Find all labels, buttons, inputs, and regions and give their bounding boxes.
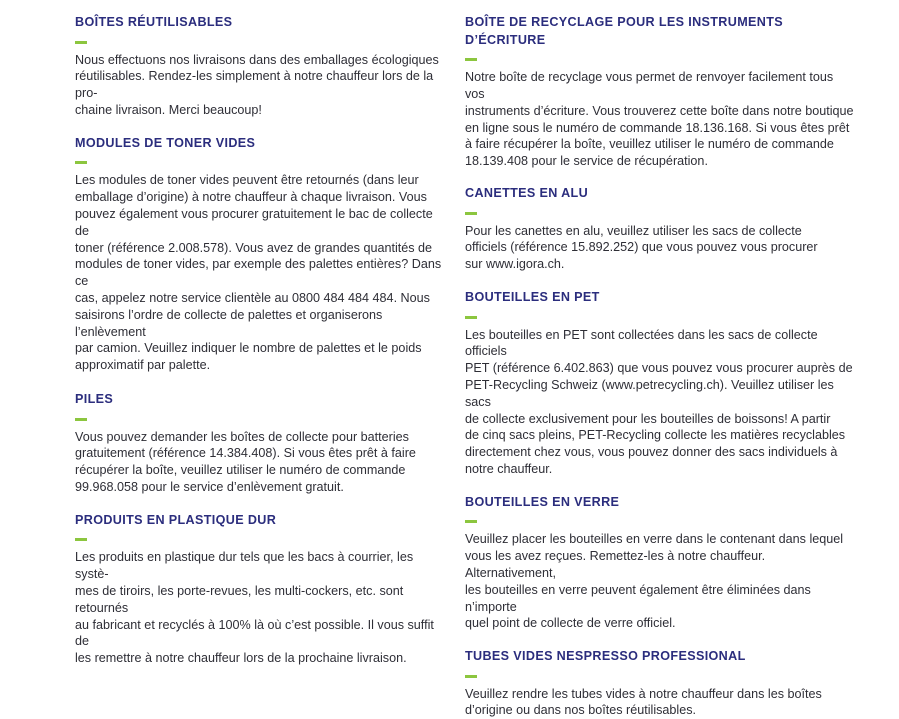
section-aluminium-cans bbox=[465, 185, 855, 273]
section-writing-instruments bbox=[465, 14, 855, 170]
section-text: Les bouteilles en PET sont collectées dans les sacs de collecte officiels PET (référence 6.402.863) que vous pouvez vous procurer auprès de PET-Recycling Schweiz (www.petrecycling.ch). Veuillez utiliser les sacs de collecte exclusivement pour les bouteilles de boissons! A partir de cinq sacs pleins, PET-Recycling collecte les matières recyclables directement chez vous, vous pouvez donner des sacs individuels à notre chauffeur. bbox=[465, 327, 853, 476]
section-heading: BOÎTES RÉUTILISABLES bbox=[75, 15, 233, 29]
right-column bbox=[465, 14, 855, 719]
accent-line bbox=[465, 212, 477, 215]
section-text: Nous effectuons nos livraisons dans des emballages écologiques réutilisables. Rendez-les simplement à notre chauffeur lors de la pro- chaine livraison. Merci beaucoup! bbox=[75, 52, 439, 117]
section-glass-bottles bbox=[465, 494, 855, 632]
section-reusable-boxes bbox=[75, 14, 447, 119]
accent-line bbox=[75, 41, 87, 44]
section-text: Vous pouvez demander les boîtes de collecte pour batteries gratuitement (référence 14.384.408). Si vous êtes prêt à faire récupérer la boîte, veuillez utiliser le numéro de commande 99.968.058 pour le service d’enlèvement gratuit. bbox=[75, 429, 416, 494]
accent-line bbox=[75, 538, 87, 541]
section-pet-bottles bbox=[465, 289, 855, 478]
section-hard-plastic bbox=[75, 512, 447, 667]
accent-line bbox=[75, 161, 87, 164]
accent-line bbox=[465, 316, 477, 319]
section-toner-modules bbox=[75, 135, 447, 374]
section-heading: BOÎTE DE RECYCLAGE POUR LES INSTRUMENTS D’ÉCRITURE bbox=[465, 15, 784, 47]
section-heading: BOUTEILLES EN VERRE bbox=[465, 494, 620, 509]
section-heading: MODULES DE TONER VIDES bbox=[75, 135, 256, 150]
section-heading: CANETTES EN ALU bbox=[465, 185, 589, 200]
section-text: Pour les canettes en alu, veuillez utiliser les sacs de collecte officiels (référence 15.892.252) que vous pouvez vous procurer sur www.igora.ch. bbox=[465, 223, 818, 272]
section-batteries bbox=[75, 391, 447, 496]
section-text: Les produits en plastique dur tels que les bacs à courrier, les systè- mes de tiroirs, les porte-revues, les multi-cockers, etc. sont retournés au fabricant et recyclés à 100% là où c’est possible. Il vous suffit de les remettre à notre chauffeur lors de la prochaine livraison. bbox=[75, 550, 434, 666]
section-heading: PILES bbox=[75, 391, 114, 406]
section-heading: PRODUITS EN PLASTIQUE DUR bbox=[75, 512, 277, 527]
accent-line bbox=[465, 675, 477, 678]
accent-line bbox=[75, 418, 87, 421]
section-text: Veuillez placer les bouteilles en verre dans le contenant dans lequel vous les avez reçues. Remettez-les à notre chauffeur. Alternativement, les bouteilles en verre peuvent également être éliminées dans n’importe quel point de collecte de verre officiel. bbox=[465, 532, 844, 631]
accent-line bbox=[465, 58, 477, 61]
section-heading: TUBES VIDES NESPRESSO PROFESSIONAL bbox=[465, 649, 746, 664]
section-nespresso-tubes bbox=[465, 648, 855, 719]
section-text: Les modules de toner vides peuvent être retournés (dans leur emballage d’origine) à notre chauffeur à chaque livraison. Vous pouvez également vous procurer gratuitement le bac de collecte de toner (référence 2.008.578). Vous avez de grandes quantités de modules de toner vides, par exemple des palettes entières? Dans ce cas, appelez notre service clientèle au 0800 484 484 484. Nous saisirons l’ordre de collecte de palettes et organiserons l’enlèvement par camion. Veuillez indiquer le nombre de palettes et le poids approximatif par palette. bbox=[75, 173, 442, 373]
section-text: Notre boîte de recyclage vous permet de renvoyer facilement tous vos instruments d’écriture. Vous trouverez cette boîte dans notre boutique en ligne sous le numéro de commande 18.136.168. Si vous êtes prêt à faire récupérer la boîte, veuillez utiliser le numéro de commande 18.139.408 pour le service de récupération. bbox=[465, 70, 854, 169]
section-text: Veuillez rendre les tubes vides à notre chauffeur dans les boîtes d’origine ou dans nos boîtes réutilisables. bbox=[465, 686, 822, 718]
left-column bbox=[75, 14, 447, 667]
accent-line bbox=[465, 520, 477, 523]
section-heading: BOUTEILLES EN PET bbox=[465, 289, 600, 304]
